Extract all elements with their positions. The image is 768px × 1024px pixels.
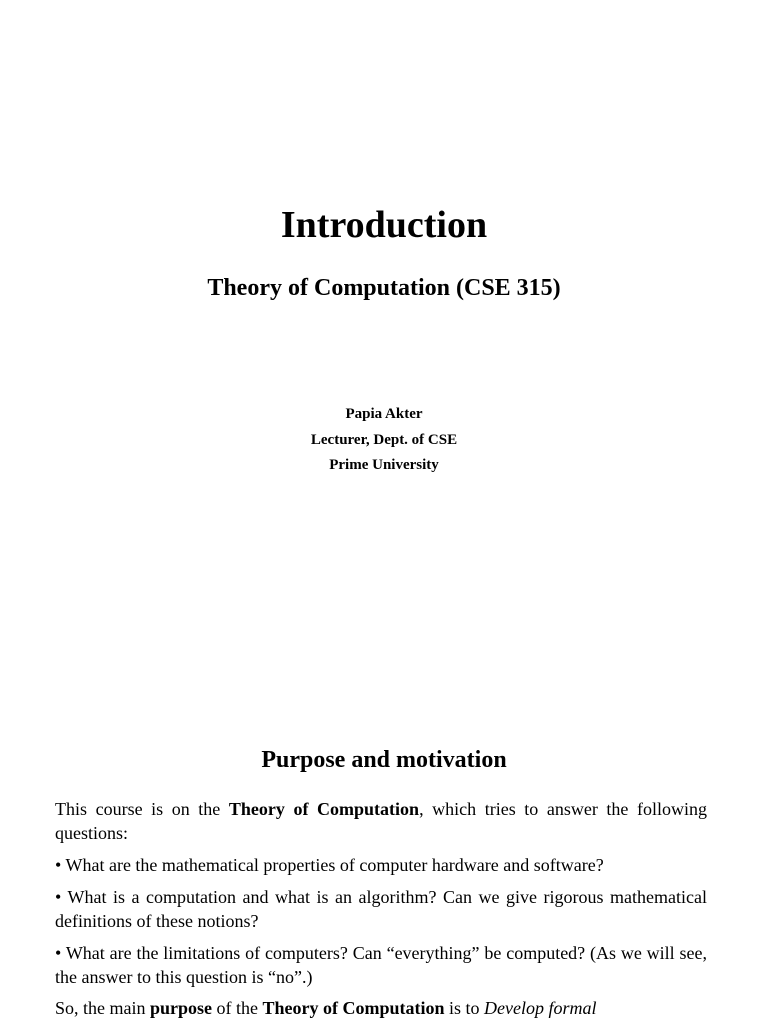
intro-paragraph — [55, 798, 707, 845]
bullet-item: • What is a computation and what is an algorithm? Can we give rigorous mathematical definitions of these notions? — [55, 887, 707, 931]
intro-bold-term: Theory of Computation — [228, 799, 420, 819]
purpose-text-3: is to — [444, 998, 485, 1018]
page-title: Introduction — [280, 204, 488, 246]
purpose-bold-term: Theory of Computation — [262, 998, 445, 1018]
purpose-text-1: So, the main — [55, 998, 150, 1018]
author-name: Papia Akter — [345, 406, 423, 422]
author-block — [0, 402, 768, 479]
bullet-item: • What are the mathematical properties of computer hardware and software? — [55, 855, 604, 875]
course-subtitle: Theory of Computation (CSE 315) — [207, 275, 561, 301]
intro-text-after: , which tries to answer the following questions: — [55, 799, 707, 843]
purpose-italic-tail: Develop formal — [484, 998, 597, 1018]
bullet-item: • What are the limitations of computers? Can “everything” be computed? (As we will see, the answer to this question is “no”.) — [55, 943, 707, 987]
purpose-paragraph — [55, 997, 707, 1021]
author-position: Lecturer, Dept. of CSE — [310, 431, 458, 448]
author-institution: Prime University — [329, 457, 439, 473]
section-heading: Purpose and motivation — [261, 747, 507, 773]
intro-text-before: This course is on the — [55, 799, 229, 819]
purpose-text-2: of the — [212, 998, 263, 1018]
purpose-bold-word: purpose — [150, 998, 213, 1018]
